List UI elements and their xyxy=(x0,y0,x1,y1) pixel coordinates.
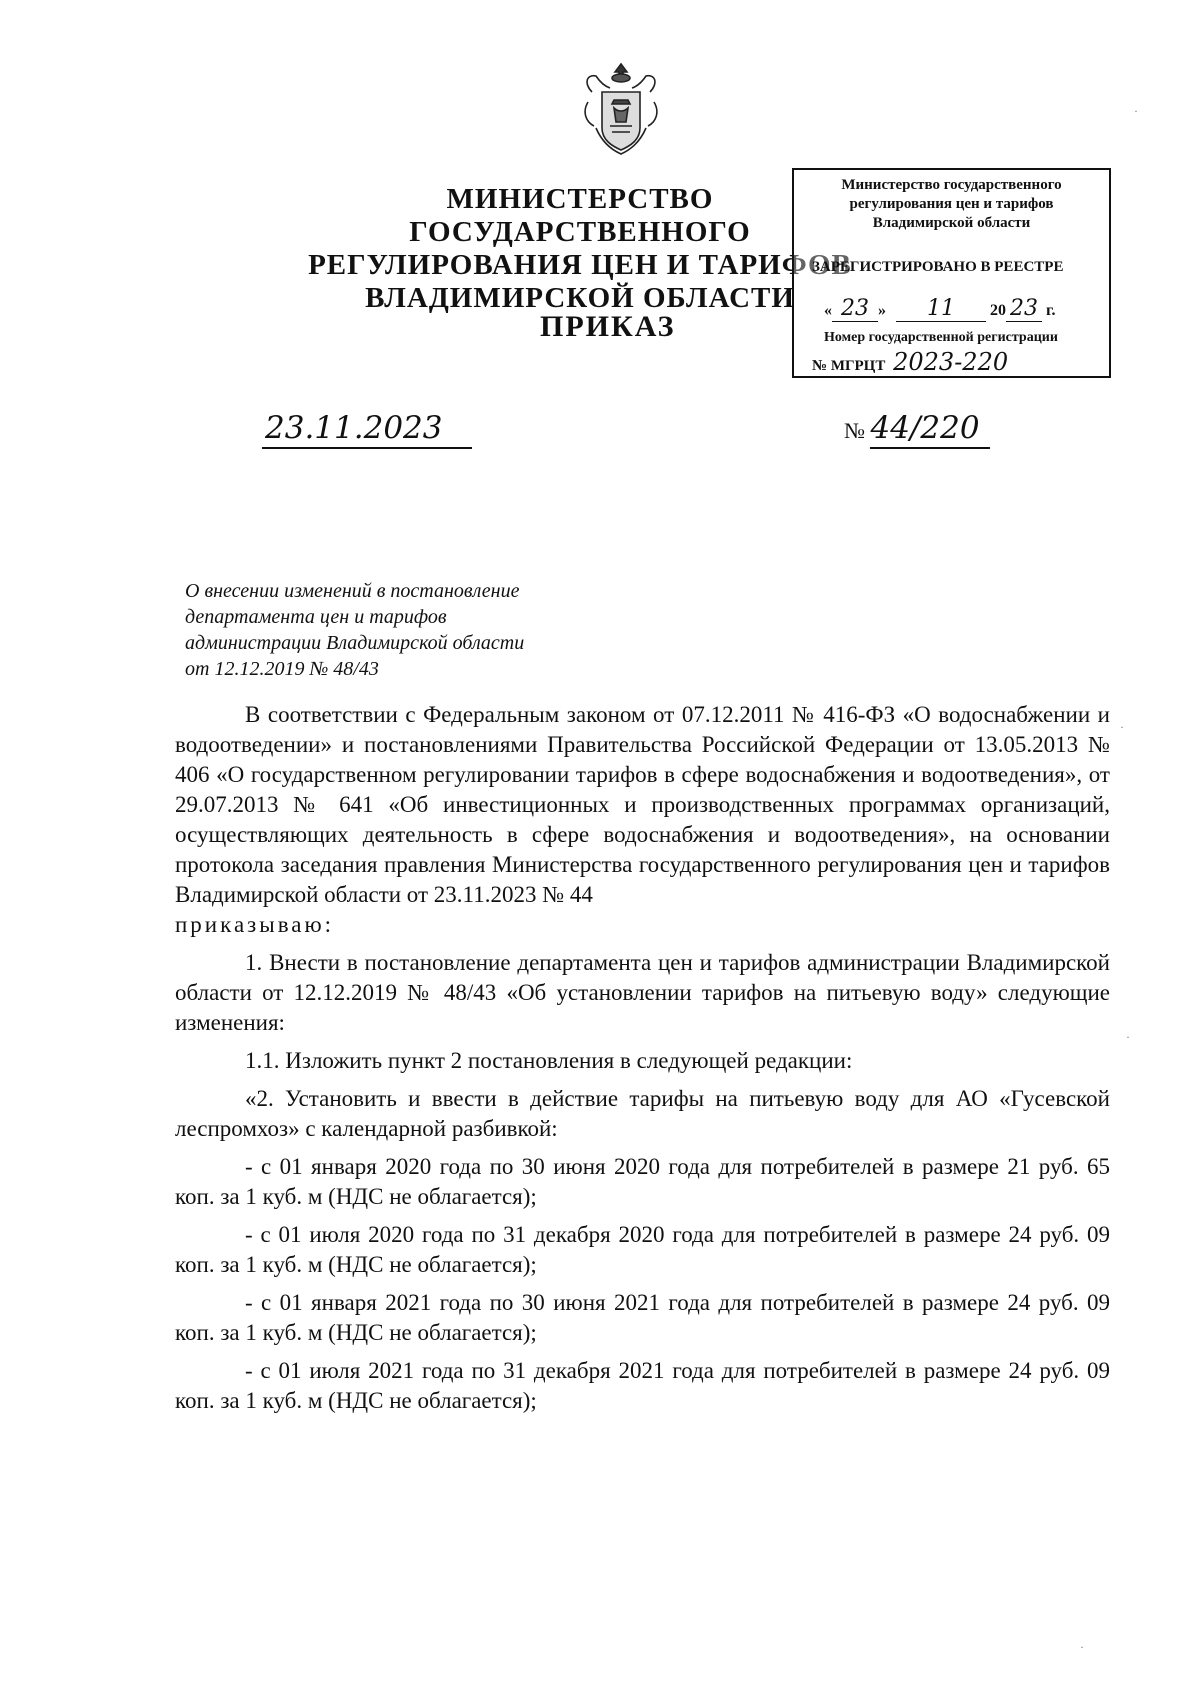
order-date: 23.11.2023 xyxy=(265,410,443,446)
stamp-day: 23 xyxy=(832,296,878,322)
order-number-sign: № xyxy=(844,418,865,443)
stamp-reg-number-label: Номер государственной регистрации xyxy=(824,330,1058,345)
stamp-organization xyxy=(794,176,1109,233)
tariff-period-1: - с 01 января 2020 года по 30 июня 2020 года для потребителей в размере 21 руб. 65 коп. за 1 куб. м (НДС не облагается); xyxy=(175,1154,1110,1209)
tariff-period-3: - с 01 января 2021 года по 30 июня 2021 года для потребителей в размере 24 руб. 09 коп. за 1 куб. м (НДС не облагается); xyxy=(175,1290,1110,1345)
stamp-reg-value: 2023-220 xyxy=(893,348,1073,377)
ministry-line-1: МИНИСТЕРСТВО ГОСУДАРСТВЕННОГО xyxy=(409,183,751,248)
subject-line-4: от 12.12.2019 № 48/43 xyxy=(185,658,379,680)
stamp-year-prefix: 20 xyxy=(990,302,1006,319)
coat-of-arms-icon xyxy=(582,62,660,158)
item-2-paragraph: «2. Установить и ввести в действие тарифы на питьевую воду для АО «Гусевской леспромхоз» с календарной разбивкой: xyxy=(175,1086,1110,1141)
registration-stamp xyxy=(792,168,1111,378)
stamp-org-line-1: Министерство государственного xyxy=(841,177,1062,193)
tariff-period-4: - с 01 июля 2021 года по 31 декабря 2021 года для потребителей в размере 24 руб. 09 коп. за 1 куб. м (НДС не облагается); xyxy=(175,1358,1110,1413)
item-1-1-paragraph: 1.1. Изложить пункт 2 постановления в следующей редакции: xyxy=(245,1048,853,1073)
stamp-month: 11 xyxy=(896,296,986,322)
stamp-year-unit: г. xyxy=(1046,302,1056,319)
scan-speck: · xyxy=(1134,104,1138,118)
stamp-org-line-3: Владимирской области xyxy=(872,215,1031,231)
order-number xyxy=(844,410,980,446)
order-number-underline xyxy=(870,447,990,449)
decree-word: приказываю: xyxy=(175,912,335,937)
ministry-line-3: ВЛАДИМИРСКОЙ ОБЛАСТИ xyxy=(365,282,795,314)
stamp-date: « 23 » 11 20 23 г. xyxy=(824,296,1056,321)
stamp-year-suffix: 23 xyxy=(1006,296,1042,322)
item-1-paragraph: 1. Внести в постановление департамента цен и тарифов администрации Владимирской области от 12.12.2019 № 48/43 «Об установлении тарифов на питьевую воду» следующие изменения: xyxy=(175,950,1110,1035)
subject-line-1: О внесении изменений в постановление xyxy=(185,580,520,602)
order-subject xyxy=(185,578,605,682)
preamble-paragraph: В соответствии с Федеральным законом от 07.12.2011 № 416-ФЗ «О водоснабжении и водоотведении» и постановлениями Правительства Российской Федерации от 13.05.2013 № 406 «О государственном регулировании тарифов в сфере водоснабжения и водоотведения», от 29.07.2013 № 641 «Об инвестиционных и производственных программах организаций, осуществляющих деятельность в сфере водоснабжения и водоотведения», на основании протокола заседания правления Министерства государственного регулирования цен и тарифов Владимирской области от 23.11.2023 № 44 xyxy=(175,702,1110,907)
document-type-title: ПРИКАЗ xyxy=(540,310,676,343)
stamp-org-line-2: регулирования цен и тарифов xyxy=(849,196,1054,212)
order-body xyxy=(175,700,1110,1416)
subject-line-3: администрации Владимирской области xyxy=(185,632,525,654)
ministry-header xyxy=(300,183,860,315)
subject-line-2: департамента цен и тарифов xyxy=(185,606,447,628)
order-number-value: 44/220 xyxy=(870,410,980,446)
scan-speck: · xyxy=(1080,1640,1084,1654)
scan-speck: · xyxy=(1126,1030,1130,1044)
ministry-line-2: РЕГУЛИРОВАНИЯ ЦЕН И ТАРИФОВ xyxy=(308,249,852,281)
scan-speck: · xyxy=(1120,720,1124,734)
tariff-period-2: - с 01 июля 2020 года по 31 декабря 2020 года для потребителей в размере 24 руб. 09 коп. за 1 куб. м (НДС не облагается); xyxy=(175,1222,1110,1277)
stamp-registered-label: ЗАРЕГИСТРИРОВАНО В РЕЕСТРЕ xyxy=(812,259,1064,275)
stamp-reg-prefix: № МГРЦТ xyxy=(812,358,886,374)
stamp-reg-number xyxy=(812,348,1073,377)
order-date-underline xyxy=(262,447,472,449)
